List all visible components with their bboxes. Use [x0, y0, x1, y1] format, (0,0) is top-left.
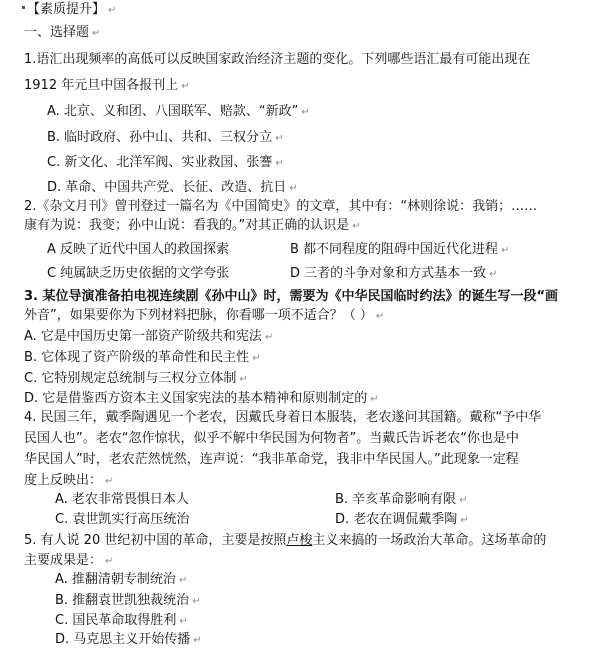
q1-option-b: B. 临时政府、孙中山、共和、三权分立 ↵ [47, 130, 284, 145]
q4-option-d: D. 老农在调侃戴季陶 ↵ [335, 512, 469, 527]
q1-option-c: C. 新文化、北洋军阀、实业救国、张謇 ↵ [47, 155, 284, 170]
q2-stem-line1: 2.《杂文月刊》曾刊登过一篇名为《中国简史》的文章，其中有：“林则徐说：我销；…… [24, 199, 538, 214]
q4-option-b: B. 辛亥革命影响有限 ↵ [335, 492, 468, 507]
q5-stem-line1: 5. 有人说 20 世纪初中国的革命，主要是按照卢梭主义来搞的一场政治大革命。这场革命的 [24, 533, 547, 548]
q1-option-d: D. 革命、中国共产党、长征、改造、抗日 ↵ [47, 180, 298, 195]
q5-option-b: B. 推翻袁世凯独裁统治 ↵ [55, 593, 201, 608]
q4-option-c: C. 袁世凯实行高压统治 [55, 512, 190, 527]
q3-stem-line1: 3. 某位导演准备拍电视连续剧《孙中山》时，需要为《中华民国临时约法》的诞生写一段“画 [24, 289, 559, 304]
q2-option-a: A 反映了近代中国人的救国探索 [47, 242, 230, 257]
q2-option-c: C 纯属缺乏历史依据的文学夸张 [47, 266, 230, 281]
q5-underlined-term: 卢梭 [286, 533, 313, 548]
q2-option-d: D 三者的斗争对象和方式基本一致 ↵ [290, 266, 498, 281]
q3-option-b: B. 它体现了资产阶级的革命性和民主性 ↵ [24, 350, 261, 365]
q4-stem-line4: 度上反映出： ↵ [24, 473, 114, 488]
q5-stem-line2: 主要成果是： ↵ [24, 553, 114, 568]
q2-option-b: B 都不同程度的阻碍中国近代化进程 ↵ [290, 242, 510, 257]
q5-option-d: D. 马克思主义开始传播 ↵ [55, 632, 202, 647]
q1-option-a: A. 北京、义和团、八国联军、赔款、“新政” ↵ [47, 104, 310, 119]
q1-stem-line2: 1912 年元旦中国各报刊上 ↵ [24, 78, 190, 93]
q1-stem-line1: 1.语汇出现频率的高低可以反映国家政治经济主题的变化。下列哪些语汇最有可能出现在 [24, 52, 531, 67]
section-subtitle: 一、选择题 ↵ [24, 25, 101, 40]
q4-option-a: A. 老农非常畏惧日本人 [55, 492, 189, 507]
q4-stem-line2: 民国人也”。老农“忽作惊状，似乎不解中华民国为何物者”。当戴氏告诉老农“你也是中 [24, 431, 519, 446]
q5-option-a: A. 推翻清朝专制统治 ↵ [55, 572, 188, 587]
list-bullet [22, 6, 25, 9]
q5-option-c: C. 国民革命取得胜利 ↵ [55, 613, 188, 628]
q3-stem-line2: 外音”，如果要你为下列材料把脉，你看哪一项不适合？（ ） ↵ [24, 308, 385, 323]
section-title: 【素质提升】 ↵ [27, 2, 117, 17]
q2-stem-line2: 康有为说：我变；孙中山说：看我的。”对其正确的认识是 ↵ [24, 218, 361, 233]
q4-stem-line3: 华民国人”时，老农茫然恍然，连声说：“我非革命党，我非中华民国人。”此现象一定程 [24, 452, 519, 467]
q4-stem-line1: 4. 民国三年，戴季陶遇见一个老农，因戴氏身着日本服装，老农遂问其国籍。戴称“予中华 [24, 410, 542, 425]
q3-option-c: C. 它特别规定总统制与三权分立体制 ↵ [24, 371, 248, 386]
q3-option-a: A. 它是中国历史第一部资产阶级共和宪法 ↵ [24, 329, 274, 344]
q3-option-d: D. 它是借鉴西方资本主义国家宪法的基本精神和原则制定的 ↵ [24, 391, 379, 406]
